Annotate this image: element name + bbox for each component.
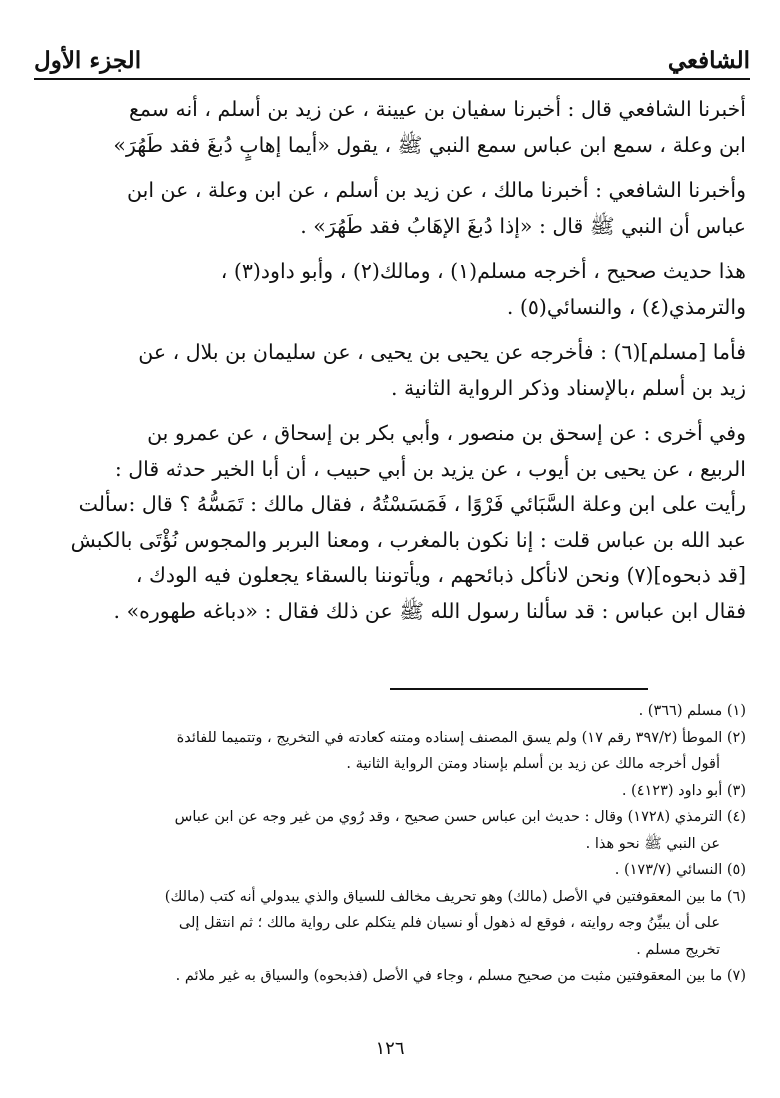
text-line: وأخبرنا الشافعي : أخبرنا مالك ، عن زيد بن أسلم ، عن ابن وعلة ، عن ابن	[127, 178, 746, 202]
text-line: زيد بن أسلم ،بالإسناد وذكر الرواية الثانية .	[390, 375, 746, 400]
text-line: [قد ذبحوه](٧) ونحن لانأكل ذبائحهم ، ويأتوننا بالسقاء يجعلون فيه الودك ،	[135, 563, 746, 587]
paragraph	[34, 416, 746, 629]
footnote-line: (٦) ما بين المعقوفتين في الأصل (مالك) وهو تحريف مخالف للسياق والذي يبدولي أنه كتب (مالك)	[164, 888, 746, 905]
paragraph	[34, 92, 746, 163]
main-text	[34, 92, 746, 639]
footnote	[34, 857, 746, 884]
text-line: عبد الله بن عباس قلت : إنا نكون بالمغرب ، ومعنا البربر والمجوس نُؤْتَى بالكبش	[70, 527, 746, 552]
text-line: وفي أخرى : عن إسحق بن منصور ، وأبي بكر بن إسحاق ، عن عمرو بن	[147, 421, 746, 445]
footnote-line: تخريج مسلم .	[636, 941, 720, 958]
text-line: أخبرنا الشافعي قال : أخبرنا سفيان بن عيينة ، عن زيد بن أسلم ، أنه سمع	[129, 97, 746, 121]
text-line: فأما [مسلم](٦) : فأخرجه عن يحيى بن يحيى ، عن سليمان بن بلال ، عن	[138, 340, 746, 364]
text-line: فقال ابن عباس : قد سألنا رسول الله ﷺ عن ذلك فقال : «دباغه طهوره» .	[113, 598, 746, 623]
running-header	[34, 38, 750, 80]
footnote	[34, 963, 746, 990]
footnote-line: (٣) أبو داود (٤١٢٣) .	[621, 782, 746, 799]
footnote	[34, 725, 746, 778]
footnote	[34, 804, 746, 857]
footnote-line: (٤) الترمذي (١٧٢٨) وقال : حديث ابن عباس حسن صحيح ، وقد رُوي من غير وجه عن ابن عباس	[174, 809, 746, 825]
text-line: هذا حديث صحيح ، أخرجه مسلم(١) ، ومالك(٢) ، وأبو داود(٣) ،	[220, 259, 746, 283]
footnote	[34, 698, 746, 725]
header-book-title: الشافعي	[667, 47, 750, 74]
footnote-line: (١) مسلم (٣٦٦) .	[638, 703, 746, 719]
footnote-line: (٧) ما بين المعقوفتين مثبت من صحيح مسلم ، وجاء في الأصل (فذبحوه) والسياق به غير ملائم .	[175, 968, 746, 984]
footnote-line: عن النبي ﷺ نحو هذا .	[585, 835, 720, 852]
footnote-line: (٥) النسائي (١٧٣/٧) .	[614, 862, 746, 878]
text-line: والترمذي(٤) ، والنسائي(٥) .	[506, 294, 746, 319]
text-line: ابن وعلة ، سمع ابن عباس سمع النبي ﷺ ، يقول «أيما إهابٍ دُبغَ فقد طَهُرَ»	[113, 132, 746, 157]
page-number: ١٢٦	[375, 1038, 405, 1059]
footnote	[34, 884, 746, 964]
footnotes	[34, 698, 746, 990]
header-volume-title: الجزء الأول	[34, 47, 142, 74]
footnote-line: أقول أخرجه مالك عن زيد بن أسلم بإسناد ومتن الرواية الثانية .	[346, 756, 720, 772]
paragraph	[34, 254, 746, 325]
text-line: رأيت على ابن وعلة السَّبَائي فَرْوًا ، فَمَسَسْتُهُ ، فقال مالك : تَمَسُّهُ ؟ قال :سألت	[78, 492, 746, 516]
paragraph	[34, 335, 746, 406]
footnote-line: على أن يبيِّنُ وجه روايته ، فوقع له ذهول أو نسيان فلم يتكلم على رواية مالك ؛ ثم انتقل إلى	[178, 915, 720, 931]
text-line: عباس أن النبي ﷺ قال : «إذا دُبغَ الإهَابُ فقد طَهُرَ» .	[300, 213, 746, 238]
footnote	[34, 778, 746, 805]
text-line: الربيع ، عن يحيى بن أيوب ، عن يزيد بن أبي حبيب ، أن أبا الخير حدثه قال :	[114, 456, 746, 481]
paragraph	[34, 173, 746, 244]
footnote-line: (٢) الموطأ (٣٩٧/٢ رقم ١٧) ولم يسق المصنف إسناده ومتنه كعادته في التخريج ، وتتميما للفائدة	[176, 729, 746, 746]
footnote-separator	[390, 688, 648, 690]
